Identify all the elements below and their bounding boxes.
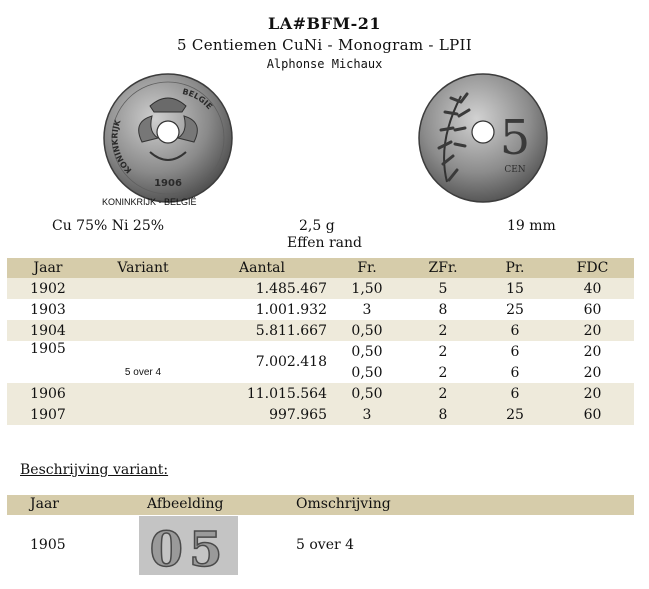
variant-header-omschrijving: Omschrijving — [296, 496, 391, 512]
composition: Cu 75% Ni 25% — [52, 218, 165, 234]
variant-header-afbeelding: Afbeelding — [147, 496, 224, 512]
cell-variant — [89, 320, 197, 341]
cell-variant: 5 over 4 — [124, 367, 162, 378]
cell-pr: 6 — [479, 383, 551, 404]
cell-aantal: 997.965 — [197, 404, 327, 425]
coin-code: LA#BFM-21 — [267, 14, 382, 33]
cell-zfr: 2 — [407, 320, 479, 341]
obverse-rim-left-text: KONINKRIJK — [110, 118, 134, 175]
cell-aantal: 5.811.667 — [197, 320, 327, 341]
cell-jaar: 1907 — [7, 404, 89, 425]
cell-variant — [89, 383, 197, 404]
table-row — [7, 404, 634, 425]
cell-zfr: 8 — [438, 301, 448, 318]
reverse-unit: CEN — [504, 165, 526, 175]
cell-fdc: 60 — [551, 404, 634, 425]
cell-pr: 25 — [506, 301, 524, 318]
table-row — [7, 383, 634, 404]
cell-pr: 6 — [510, 364, 520, 381]
cell-variant — [89, 299, 197, 320]
cell-zfr: 8 — [407, 404, 479, 425]
header-fr: Fr. — [327, 258, 407, 278]
cell-zfr: 2 — [438, 343, 448, 360]
reverse-coin-image — [417, 72, 549, 204]
coin-name: 5 Centiemen CuNi - Monogram - LPII — [177, 36, 472, 54]
variant-jaar: 1905 — [30, 537, 66, 553]
header-jaar: Jaar — [7, 258, 89, 278]
cell-variant — [89, 341, 197, 362]
cell-fdc: 20 — [551, 320, 634, 341]
header-fdc: FDC — [551, 258, 634, 278]
table-row — [7, 278, 634, 299]
obverse-legend: KONINKRIJK - BELGIË — [102, 197, 197, 207]
weight: 2,5 g — [299, 218, 335, 234]
table-row — [7, 299, 634, 320]
cell-fr: 0,50 — [351, 343, 383, 360]
cell-fr: 0,50 — [327, 320, 407, 341]
cell-fdc: 40 — [551, 278, 634, 299]
variant-omschrijving: 5 over 4 — [296, 537, 355, 553]
cell-fdc: 20 — [583, 343, 602, 360]
header-variant: Variant — [89, 258, 197, 278]
variant-image — [139, 516, 238, 575]
obverse-rim-right-text: BELGIE — [181, 87, 215, 112]
cell-pr: 6 — [510, 343, 520, 360]
cell-fr: 3 — [362, 301, 372, 318]
obverse-coin-image — [102, 72, 234, 204]
cell-jaar — [7, 362, 89, 383]
header-zfr: ZFr. — [407, 258, 479, 278]
cell-fr: 0,50 — [327, 383, 407, 404]
cell-pr: 25 — [479, 404, 551, 425]
header-aantal: Aantal — [197, 258, 327, 278]
cell-jaar: 1906 — [7, 383, 89, 404]
cell-fdc: 20 — [583, 364, 602, 381]
variant-section-heading: Beschrijving variant: — [20, 462, 169, 478]
header-pr: Pr. — [479, 258, 551, 278]
variant-header-jaar: Jaar — [30, 496, 59, 512]
cell-fr: 0,50 — [351, 364, 383, 381]
cell-aantal: 11.015.564 — [197, 383, 327, 404]
obverse-year: 1906 — [154, 178, 182, 189]
cell-zfr: 2 — [438, 364, 448, 381]
diameter: 19 mm — [507, 218, 556, 234]
table-row — [7, 320, 634, 341]
edge-description: Effen rand — [287, 235, 362, 251]
cell-pr: 15 — [479, 278, 551, 299]
cell-fdc: 60 — [583, 301, 602, 318]
cell-variant — [89, 404, 197, 425]
cell-zfr: 2 — [407, 383, 479, 404]
cell-variant — [89, 278, 197, 299]
cell-fr: 3 — [327, 404, 407, 425]
cell-jaar: 1903 — [30, 301, 66, 318]
table-header-row — [7, 258, 634, 278]
mintage-table — [7, 258, 634, 425]
table-row — [7, 341, 634, 362]
variant-image-digits: 05 — [149, 522, 229, 575]
cell-aantal: 1.001.932 — [255, 301, 327, 318]
variant-image-graphic — [139, 516, 238, 575]
cell-aantal: 1.485.467 — [197, 278, 327, 299]
designer-name: Alphonse Michaux — [266, 57, 383, 71]
cell-jaar: 1904 — [7, 320, 89, 341]
reverse-value: 5 — [499, 110, 531, 166]
cell-aantal: 7.002.418 — [255, 354, 327, 370]
cell-fdc: 20 — [551, 383, 634, 404]
cell-pr: 6 — [479, 320, 551, 341]
cell-fr: 1,50 — [327, 278, 407, 299]
cell-jaar: 1902 — [7, 278, 89, 299]
cell-zfr: 5 — [407, 278, 479, 299]
cell-jaar: 1905 — [30, 341, 66, 357]
